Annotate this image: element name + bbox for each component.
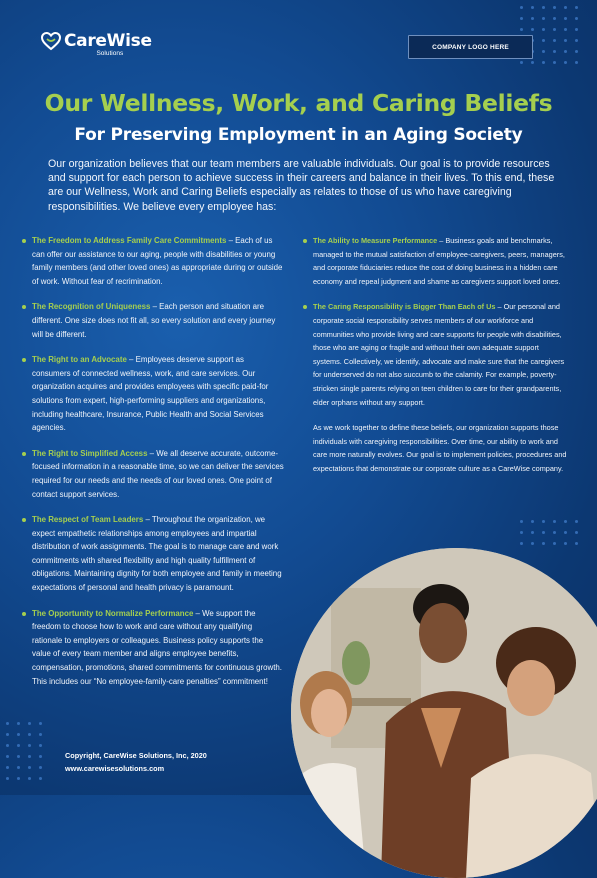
- decorative-dot: [531, 17, 534, 20]
- belief-title: The Recognition of Uniqueness: [32, 302, 151, 312]
- decorative-dot: [553, 61, 556, 64]
- decorative-dot: [553, 520, 556, 523]
- belief-text: – Each of us can offer our assistance to our aging, people with disabilities or young family members (and other loved ones) as appropriate during or outside of work. Without fear of recrimination.: [32, 236, 283, 286]
- brand-tagline: Solutions: [96, 50, 124, 57]
- dot-pattern-bottom-left: [6, 722, 56, 792]
- decorative-dot: [28, 722, 31, 725]
- belief-title: The Right to an Advocate: [32, 355, 127, 365]
- decorative-dot: [553, 17, 556, 20]
- brand-name: CareWise: [64, 31, 152, 51]
- decorative-dot: [542, 542, 545, 545]
- bullet-icon: [22, 612, 26, 616]
- decorative-dot: [542, 531, 545, 534]
- belief-item: [22, 300, 284, 341]
- decorative-dot: [542, 39, 545, 42]
- decorative-dot: [520, 17, 523, 20]
- belief-item: [22, 447, 284, 501]
- decorative-dot: [520, 542, 523, 545]
- decorative-dot: [564, 39, 567, 42]
- belief-text: – We all deserve accurate, outcome-focused information in a reasonable time, so we can deliver the services required for our needs and the needs of our loved ones. One point of contact support services.: [32, 448, 284, 499]
- decorative-dot: [564, 28, 567, 31]
- page-title: Our Wellness, Work, and Caring Beliefs: [44, 89, 553, 117]
- beliefs-left-column: [22, 234, 284, 700]
- decorative-dot: [28, 744, 31, 747]
- decorative-dot: [542, 61, 545, 64]
- belief-item: [303, 234, 567, 288]
- decorative-dot: [6, 722, 9, 725]
- decorative-dot: [17, 777, 20, 780]
- belief-title: The Freedom to Address Family Care Commitments: [32, 236, 227, 245]
- belief-title: The Right to Simplified Access: [32, 448, 148, 458]
- decorative-dot: [531, 6, 534, 9]
- belief-item: [303, 300, 567, 409]
- decorative-dot: [575, 61, 578, 64]
- closing-paragraph: As we work together to define these beliefs, our organization supports those individuals with caregiving responsibilities. Over time, our ability to work and care more naturally evolves. Our goal is to implement policies, procedures and expectations that demonstrate our corporate culture as a CareWise company.: [313, 423, 567, 473]
- decorative-dot: [39, 744, 42, 747]
- decorative-dot: [575, 28, 578, 31]
- belief-item: [22, 607, 284, 689]
- decorative-dot: [542, 28, 545, 31]
- decorative-dot: [553, 50, 556, 53]
- decorative-dot: [531, 520, 534, 523]
- copyright-text: Copyright, CareWise Solutions, Inc, 2020: [65, 751, 207, 760]
- bullet-icon: [22, 358, 26, 362]
- belief-text: – Employees deserve support as consumers of connected wellness, work, and care services. Our organization acquires and provides employees with specific paid-for solutions from expert, high-performing suppliers and organizations, including healthcare, Insurance, Public Health and Social Services agencies.: [32, 355, 269, 433]
- decorative-dot: [564, 542, 567, 545]
- decorative-dot: [520, 520, 523, 523]
- team-photo-illustration: [291, 548, 597, 878]
- decorative-dot: [564, 520, 567, 523]
- decorative-dot: [17, 766, 20, 769]
- decorative-dot: [39, 733, 42, 736]
- heart-hands-icon: [40, 30, 62, 52]
- footer: [65, 749, 207, 775]
- decorative-dot: [17, 744, 20, 747]
- decorative-dot: [553, 39, 556, 42]
- team-photo: [291, 548, 597, 878]
- belief-title: The Caring Responsibility is Bigger Than Each of Us: [313, 302, 496, 312]
- decorative-dot: [6, 755, 9, 758]
- decorative-dot: [575, 520, 578, 523]
- belief-item: [22, 234, 284, 288]
- decorative-dot: [520, 28, 523, 31]
- decorative-dot: [575, 39, 578, 42]
- belief-item: [22, 513, 284, 595]
- bullet-icon: [22, 518, 26, 522]
- decorative-dot: [531, 61, 534, 64]
- decorative-dot: [17, 733, 20, 736]
- decorative-dot: [542, 6, 545, 9]
- decorative-dot: [520, 6, 523, 9]
- decorative-dot: [6, 777, 9, 780]
- belief-text: – We support the freedom to choose how to work and care without any qualifying rationale to employers or colleagues. Business policy supports the value of every team member and aligns employee benefits, compensation, promotions, shared commitments for continuous growth. This includes our “No employee-family-care penalties” commitment!: [32, 608, 282, 686]
- decorative-dot: [17, 722, 20, 725]
- belief-text: – Each person and situation are different. One size does not fit all, so every solution and every journey will be different.: [32, 302, 276, 339]
- decorative-dot: [575, 6, 578, 9]
- decorative-dot: [542, 17, 545, 20]
- belief-text: – Our personal and corporate social responsibility serves members of our workforce and communities who provide living and care supports for people with disabilities, those who are aging or fragile and without their own adequate support systems. Collectively, we identify, advocate and make sure that the caregivers for underserved do not also succumb to the calamity. For example, poverty-stricken single parents relying on teen children to care for their grandparents, elder orphans without any support.: [313, 302, 565, 407]
- belief-title: The Ability to Measure Performance: [313, 236, 438, 245]
- decorative-dot: [564, 17, 567, 20]
- decorative-dot: [553, 531, 556, 534]
- page-subtitle: For Preserving Employment in an Aging Society: [74, 125, 523, 145]
- decorative-dot: [575, 542, 578, 545]
- decorative-dot: [564, 531, 567, 534]
- decorative-dot: [553, 6, 556, 9]
- bullet-icon: [22, 305, 26, 309]
- decorative-dot: [520, 61, 523, 64]
- decorative-dot: [575, 17, 578, 20]
- decorative-dot: [6, 766, 9, 769]
- decorative-dot: [17, 755, 20, 758]
- decorative-dot: [28, 755, 31, 758]
- decorative-dot: [6, 744, 9, 747]
- decorative-dot: [39, 755, 42, 758]
- intro-paragraph: Our organization believes that our team members are valuable individuals. Our goal is to provide resources and support for each person to achieve success in their careers and balance in their lives. To this end, these are our Wellness, Work and Caring Beliefs especially as relates to those of us who have caregiving responsibilities. We believe every employee has:: [48, 158, 555, 213]
- bullet-icon: [22, 239, 26, 243]
- beliefs-right-column: [303, 234, 567, 476]
- decorative-dot: [564, 6, 567, 9]
- decorative-dot: [520, 531, 523, 534]
- decorative-dot: [531, 531, 534, 534]
- decorative-dot: [28, 766, 31, 769]
- decorative-dot: [553, 542, 556, 545]
- decorative-dot: [575, 50, 578, 53]
- decorative-dot: [28, 777, 31, 780]
- belief-text: – Business goals and benchmarks, managed to the mutual satisfaction of employee-caregivers, peers, managers, and corporate fiduciaries reduce the cost of doing business in a hidden care economy and repeal judgment and shame as caregivers support loved ones.: [313, 236, 565, 286]
- belief-title: The Respect of Team Leaders: [32, 515, 144, 525]
- decorative-dot: [39, 722, 42, 725]
- decorative-dot: [39, 777, 42, 780]
- decorative-dot: [542, 520, 545, 523]
- company-logo-placeholder: COMPANY LOGO HERE: [408, 35, 533, 59]
- bullet-icon: [303, 305, 307, 309]
- decorative-dot: [531, 542, 534, 545]
- dot-pattern-middle-right: [520, 520, 590, 560]
- belief-title: The Opportunity to Normalize Performance: [32, 608, 194, 618]
- decorative-dot: [39, 766, 42, 769]
- decorative-dot: [553, 28, 556, 31]
- decorative-dot: [542, 50, 545, 53]
- decorative-dot: [6, 733, 9, 736]
- decorative-dot: [564, 61, 567, 64]
- bullet-icon: [22, 452, 26, 456]
- decorative-dot: [564, 50, 567, 53]
- decorative-dot: [575, 531, 578, 534]
- decorative-dot: [531, 28, 534, 31]
- belief-item: [22, 353, 284, 435]
- belief-text: – Throughout the organization, we expect empathetic relationships among employees and impartial distribution of work assignments. The goal is to manage care and work commitments with shared flexibility and high quality fulfillment of obligations. Maintaining dignity for both employee and family in meeting expectations of personal and health privacy is paramount.: [32, 515, 282, 593]
- brand-logo: [40, 30, 152, 57]
- decorative-dot: [28, 733, 31, 736]
- website-link[interactable]: www.carewisesolutions.com: [65, 764, 165, 773]
- bullet-icon: [303, 239, 307, 243]
